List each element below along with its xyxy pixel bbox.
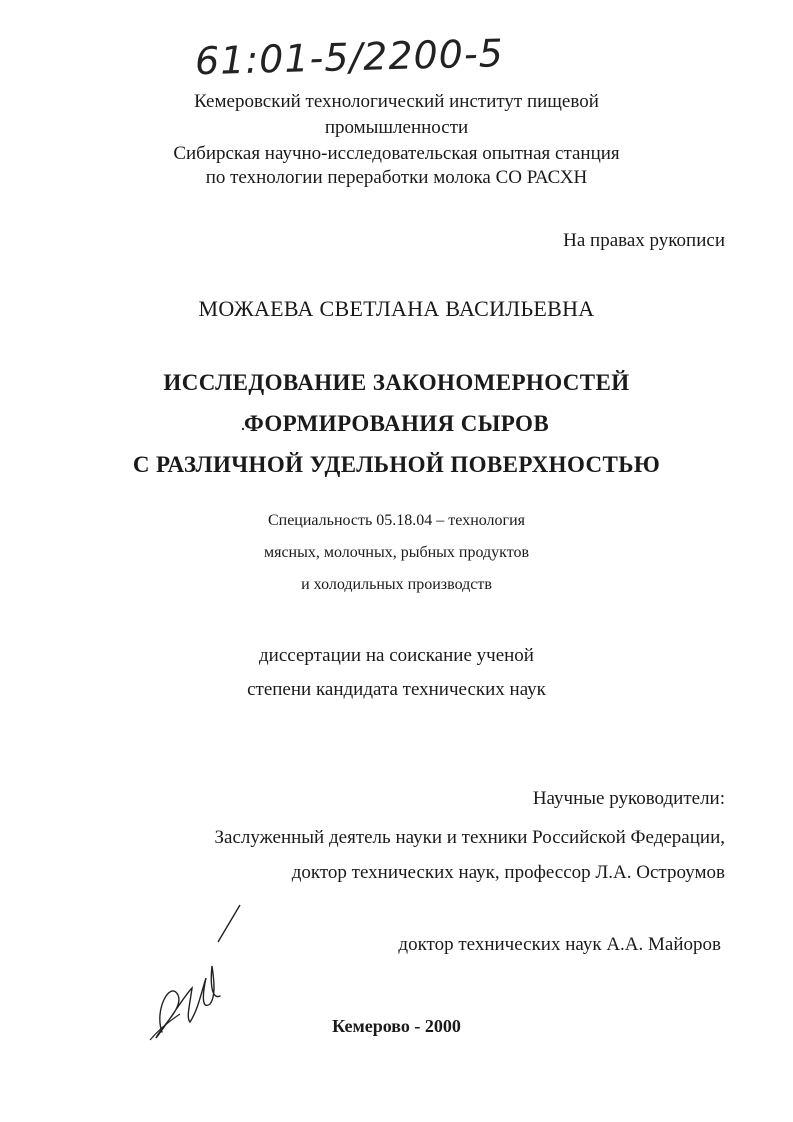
degree-line-2: степени кандидата технических наук (247, 679, 546, 700)
title-line-3: С РАЗЛИЧНОЙ УДЕЛЬНОЙ ПОВЕРХНОСТЬЮ (132, 452, 661, 477)
supervisor-line-3: доктор технических наук А.А. Майоров (398, 934, 721, 955)
institution-line-4: по технологии переработки молока СО РАСХН (205, 167, 588, 188)
institution-line-3: Сибирская научно-исследовательская опытная станция (173, 143, 620, 164)
title-line-1: ИССЛЕДОВАНИЕ ЗАКОНОМЕРНОСТЕЙ (163, 370, 630, 395)
supervisors-heading: Научные руководители: (532, 788, 725, 809)
institution-line-1: Кемеровский технологический институт пищевой (194, 91, 599, 112)
handwritten-catalog-number: 61:01-5/2200-5 (194, 31, 505, 84)
title-line-2: ФОРМИРОВАНИЯ СЫРОВ (243, 411, 550, 436)
handwritten-signature (140, 900, 250, 1050)
specialty-line-1: Специальность 05.18.04 – технология (267, 512, 526, 529)
degree-line-1: диссертации на соискание ученой (259, 645, 534, 666)
supervisor-line-1: Заслуженный деятель науки и техники Российской Федерации, (214, 827, 725, 848)
author-name: МОЖАЕВА СВЕТЛАНА ВАСИЛЬЕВНА (198, 296, 595, 321)
specialty-line-3: и холодильных производств (301, 576, 492, 593)
scan-speck (240, 426, 250, 432)
city-year: Кемерово - 2000 (332, 1016, 461, 1036)
specialty-line-2: мясных, молочных, рыбных продуктов (263, 544, 530, 561)
supervisor-line-2: доктор технических наук, профессор Л.А. Остроумов (291, 862, 725, 883)
institution-line-2: промышленности (324, 117, 469, 138)
manuscript-note: На правах рукописи (563, 230, 725, 251)
